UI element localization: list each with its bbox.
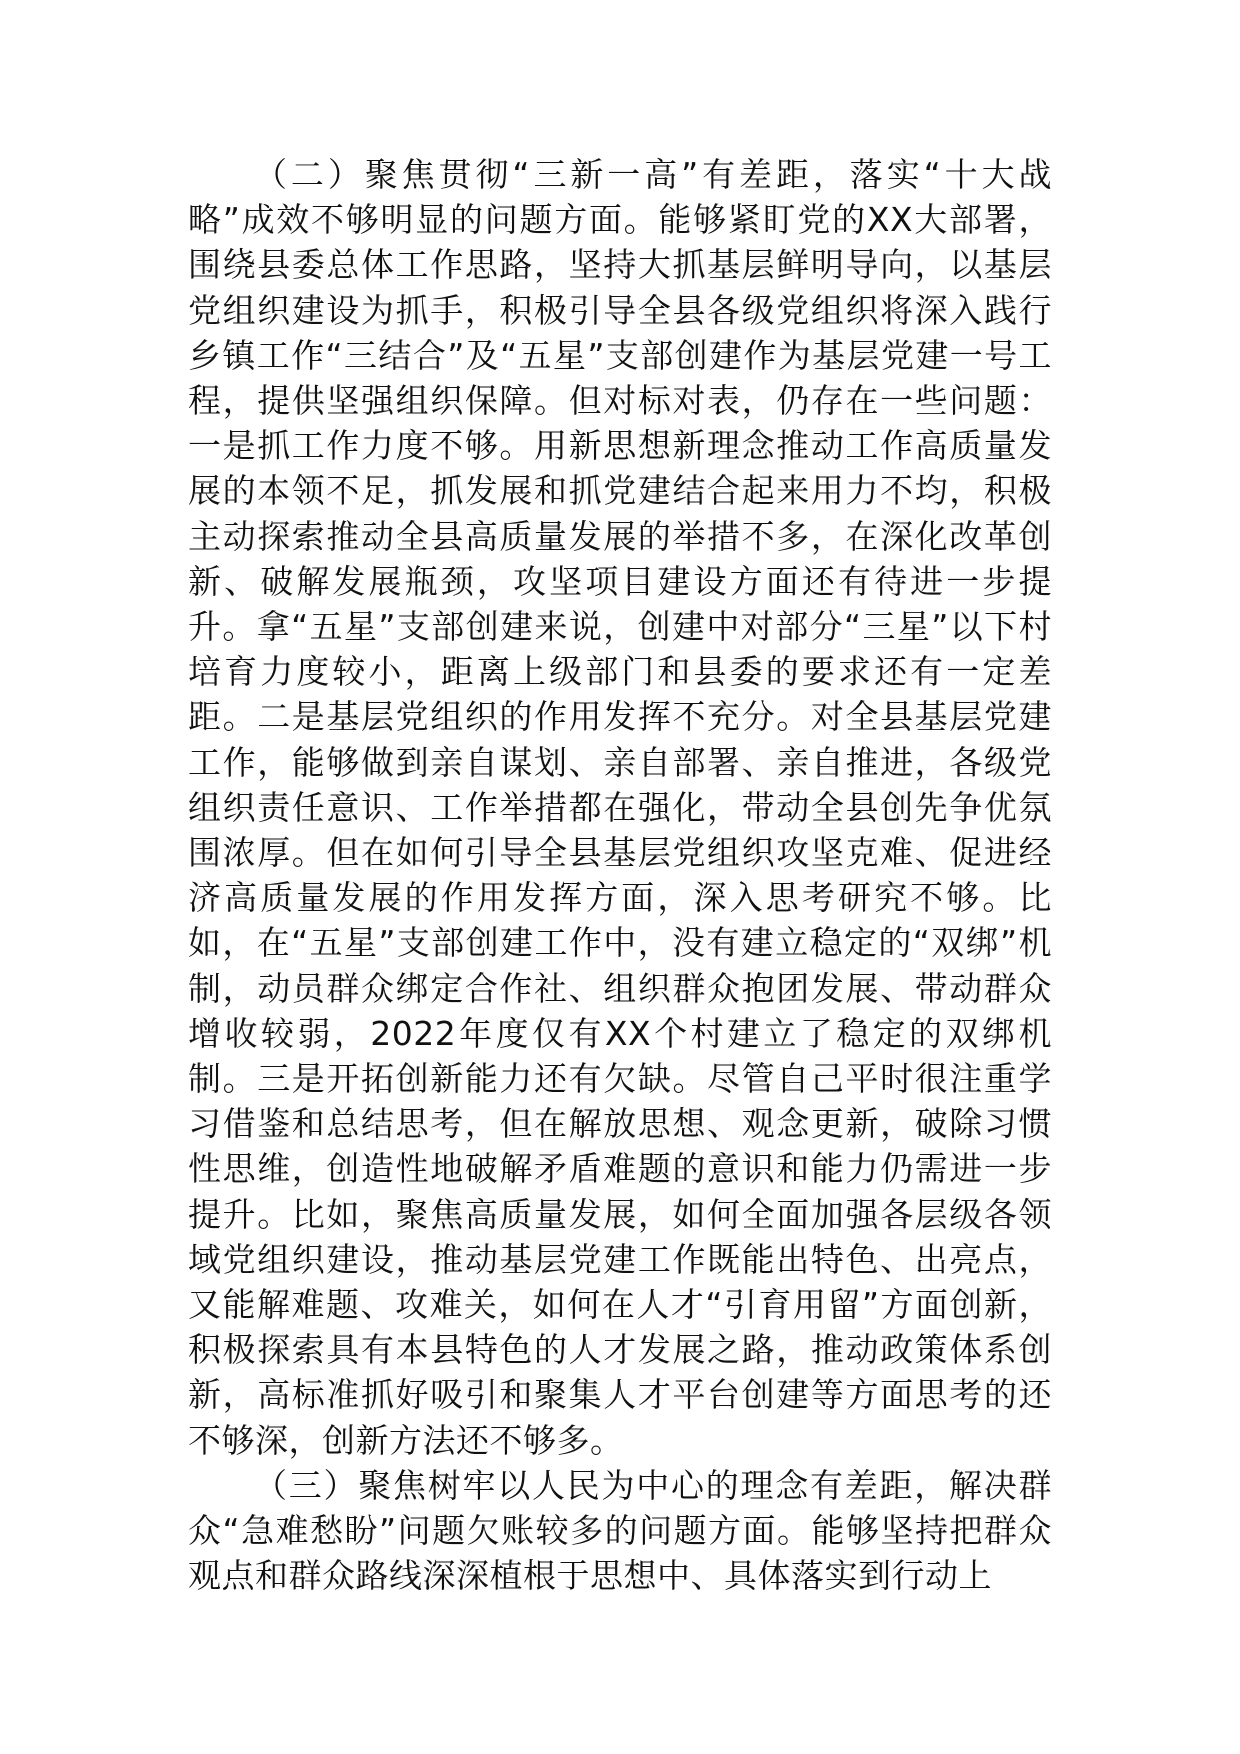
paragraph-section-two: （二）聚焦贯彻“三新一高”有差距，落实“十大战略”成效不够明显的问题方面。能够紧盯党的XX大部署，围绕县委总体工作思路，坚持大抓基层鲜明导向，以基层党组织建设为抓手，积极引导全县各级党组织将深入践行乡镇工作“三结合”及“五星”支部创建作为基层党建一号工程，提供坚强组织保障。但对标对表，仍存在一些问题：一是抓工作力度不够。用新思想新理念推动工作高质量发展的本领不足，抓发展和抓党建结合起来用力不均，积极主动探索推动全县高质量发展的举措不多，在深化改革创新、破解发展瓶颈，攻坚项目建设方面还有待进一步提升。拿“五星”支部创建来说，创建中对部分“三星”以下村培育力度较小，距离上级部门和县委的要求还有一定差距。二是基层党组织的作用发挥不充分。对全县基层党建工作，能够做到亲自谋划、亲自部署、亲自推进，各级党组织责任意识、工作举措都在强化，带动全县创先争优氛围浓厚。但在如何引导全县基层党组织攻坚克难、促进经济高质量发展的作用发挥方面，深入思考研究不够。比如，在“五星”支部创建工作中，没有建立稳定的“双绑”机制，动员群众绑定合作社、组织群众抱团发展、带动群众增收较弱，2022年度仅有XX个村建立了稳定的双绑机制。三是开拓创新能力还有欠缺。尽管自己平时很注重学习借鉴和总结思考，但在解放思想、观念更新，破除习惯性思维，创造性地破解矛盾难题的意识和能力仍需进一步提升。比如，聚焦高质量发展，如何全面加强各层级各领域党组织建设，推动基层党建工作既能出特色、出亮点，又能解难题、攻难关，如何在人才“引育用留”方面创新，积极探索具有本县特色的人才发展之路，推动政策体系创新，高标准抓好吸引和聚集人才平台创建等方面思考的还不够深，创新方法还不够多。 — [188, 155, 1052, 1460]
paragraph-section-three: （三）聚焦树牢以人民为中心的理念有差距，解决群众“急难愁盼”问题欠账较多的问题方面。能够坚持把群众观点和群众路线深深植根于思想中、具体落实到行动上 — [188, 1465, 1052, 1596]
document-body — [188, 152, 1052, 1599]
